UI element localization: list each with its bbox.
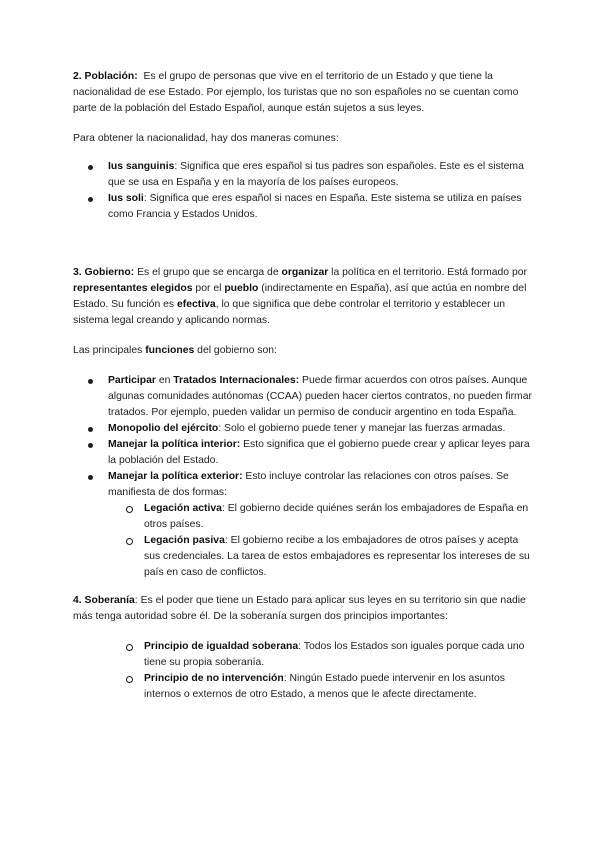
list-item [108,159,535,191]
funcion-text: en [155,375,174,386]
gobierno-heading: 3. Gobierno: [73,267,135,278]
legacion-activa-term: Legación activa [144,503,222,514]
list-item [144,671,535,703]
soberania-paragraph [73,593,535,625]
politica-interior-term: Manejar la política interior: [108,439,241,450]
legacion-text: : El gobierno decide quiénes serán los embajadores de España en otros países. [144,503,529,530]
gobierno-bold: organizar [281,267,329,278]
soberania-text: : Es el poder que tiene un Estado para aplicar sus leyes en su territorio sin que nadie más tenga autoridad sobre él. De la soberanía surgen dos principios importantes: [73,595,526,622]
legacion-text: : El gobierno recibe a los embajadores de otros países y acepta sus credenciales. La tarea de estos embajadores es representar los intereses de su país en caso de conflictos. [144,535,530,578]
list-item [144,533,535,581]
poblacion-text: Es el grupo de personas que vive en el territorio de un Estado y que tiene la nacionalidad de ese Estado. Por ejemplo, los turistas que no son españoles no se cuentan como parte de la población del Estado Español, aunque están sujetos a sus leyes. [73,71,519,114]
soberania-heading: 4. Soberanía [73,595,135,606]
funcion-text: Esto incluye controlar las relaciones con otros países. Se manifiesta de dos formas: [108,471,509,498]
list-item [108,421,535,437]
list-item [144,639,535,671]
document-page [73,69,535,703]
gobierno-text: la política en el territorio. Está formado por [328,267,527,278]
list-item [144,501,535,533]
monopolio-term: Monopolio del ejército [108,423,219,434]
legacion-list [108,501,535,581]
gobierno-paragraph [73,265,535,329]
gobierno-bold: representantes elegidos [73,283,193,294]
tratados-term: Tratados Internacionales: [173,375,300,386]
politica-exterior-term: Manejar la política exterior: [108,471,243,482]
funciones-intro [73,343,535,359]
participar-term: Participar [108,375,156,386]
list-item [108,373,535,421]
gobierno-text: Es el grupo que se encarga de [134,267,282,278]
poblacion-paragraph [73,69,535,117]
ius-soli-term: Ius soli [108,193,144,204]
igualdad-term: Principio de igualdad soberana [144,641,299,652]
principio-text: : Ningún Estado puede intervenir en los asuntos internos o externos de otro Estado, a menos que le afecte directamente. [144,673,505,700]
gobierno-bold: efectiva [176,299,216,310]
ius-sanguinis-text: : Significa que eres español si tus padres son españoles. Este es el sistema que se usa en España y en la mayoría de los países europeos. [108,161,524,188]
legacion-pasiva-term: Legación pasiva [144,535,225,546]
nacionalidad-intro: Para obtener la nacionalidad, hay dos maneras comunes: [73,133,339,144]
nacionalidad-list [73,159,535,223]
funciones-intro-text: Las principales [73,345,146,356]
list-item [108,469,535,581]
funciones-bold: funciones [145,345,195,356]
ius-sanguinis-term: Ius sanguinis [108,161,175,172]
funcion-text: Esto significa que el gobierno puede crear y aplicar leyes para la población del Estado. [108,439,530,466]
principio-text: : Todos los Estados son iguales porque cada uno tiene su propia soberanía. [144,641,525,668]
gobierno-bold: pueblo [224,283,259,294]
funcion-text: : Solo el gobierno puede tener y manejar las fuerzas armadas. [218,423,506,434]
funciones-list [73,373,535,581]
gobierno-text: , lo que significa que debe controlar el territorio y establecer un sistema legal creando y aplicando normas. [73,299,506,326]
list-item [108,437,535,469]
gobierno-text: por el [192,283,225,294]
no-intervencion-term: Principio de no intervención [144,673,284,684]
funciones-intro-text: del gobierno son: [194,345,277,356]
poblacion-heading: 2. Población: [73,71,138,82]
ius-soli-text: : Significa que eres español si naces en España. Este sistema se utiliza en países como Francia y Estados Unidos. [108,193,522,220]
principios-list [73,639,535,703]
gobierno-text: (indirectamente en España), así que actúa en nombre del Estado. Su función es [73,283,527,310]
list-item [108,191,535,223]
funcion-text: Puede firmar acuerdos con otros países. Aunque algunas comunidades autónomas (CCAA) pueden hacer ciertos contratos, no pueden firmar tratados. Por ejemplo, pueden validar un permiso de conducir argentino en toda España. [108,375,532,418]
